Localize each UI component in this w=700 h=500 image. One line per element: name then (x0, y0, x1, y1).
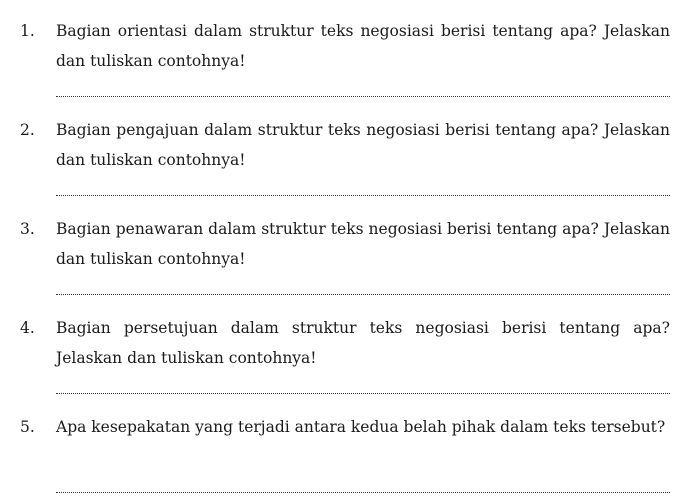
question-text: Bagian orientasi dalam struktur teks negosiasi berisi tentang apa? Jelaskan dan tuliskan contohnya! (56, 22, 670, 70)
question-text: Bagian pengajuan dalam struktur teks negosiasi berisi tentang apa? Jelaskan dan tuliskan contohnya! (56, 121, 670, 169)
question-number: 1. (20, 22, 35, 40)
answer-line[interactable] (56, 96, 670, 97)
answer-line[interactable] (56, 492, 670, 493)
question-number: 4. (20, 319, 35, 337)
question-text: Bagian penawaran dalam struktur teks negosiasi berisi tentang apa? Jelaskan dan tuliskan contohnya! (56, 220, 670, 268)
question-text: Apa kesepakatan yang terjadi antara kedua belah pihak dalam teks tersebut? (56, 418, 666, 436)
answer-line[interactable] (56, 393, 670, 394)
answer-line[interactable] (56, 294, 670, 295)
question-number: 5. (20, 418, 35, 436)
answer-line[interactable] (56, 195, 670, 196)
question-number: 3. (20, 220, 35, 238)
question-text: Bagian persetujuan dalam struktur teks negosiasi berisi tentang apa? Jelaskan dan tuliskan contohnya! (56, 319, 670, 367)
question-number: 2. (20, 121, 35, 139)
